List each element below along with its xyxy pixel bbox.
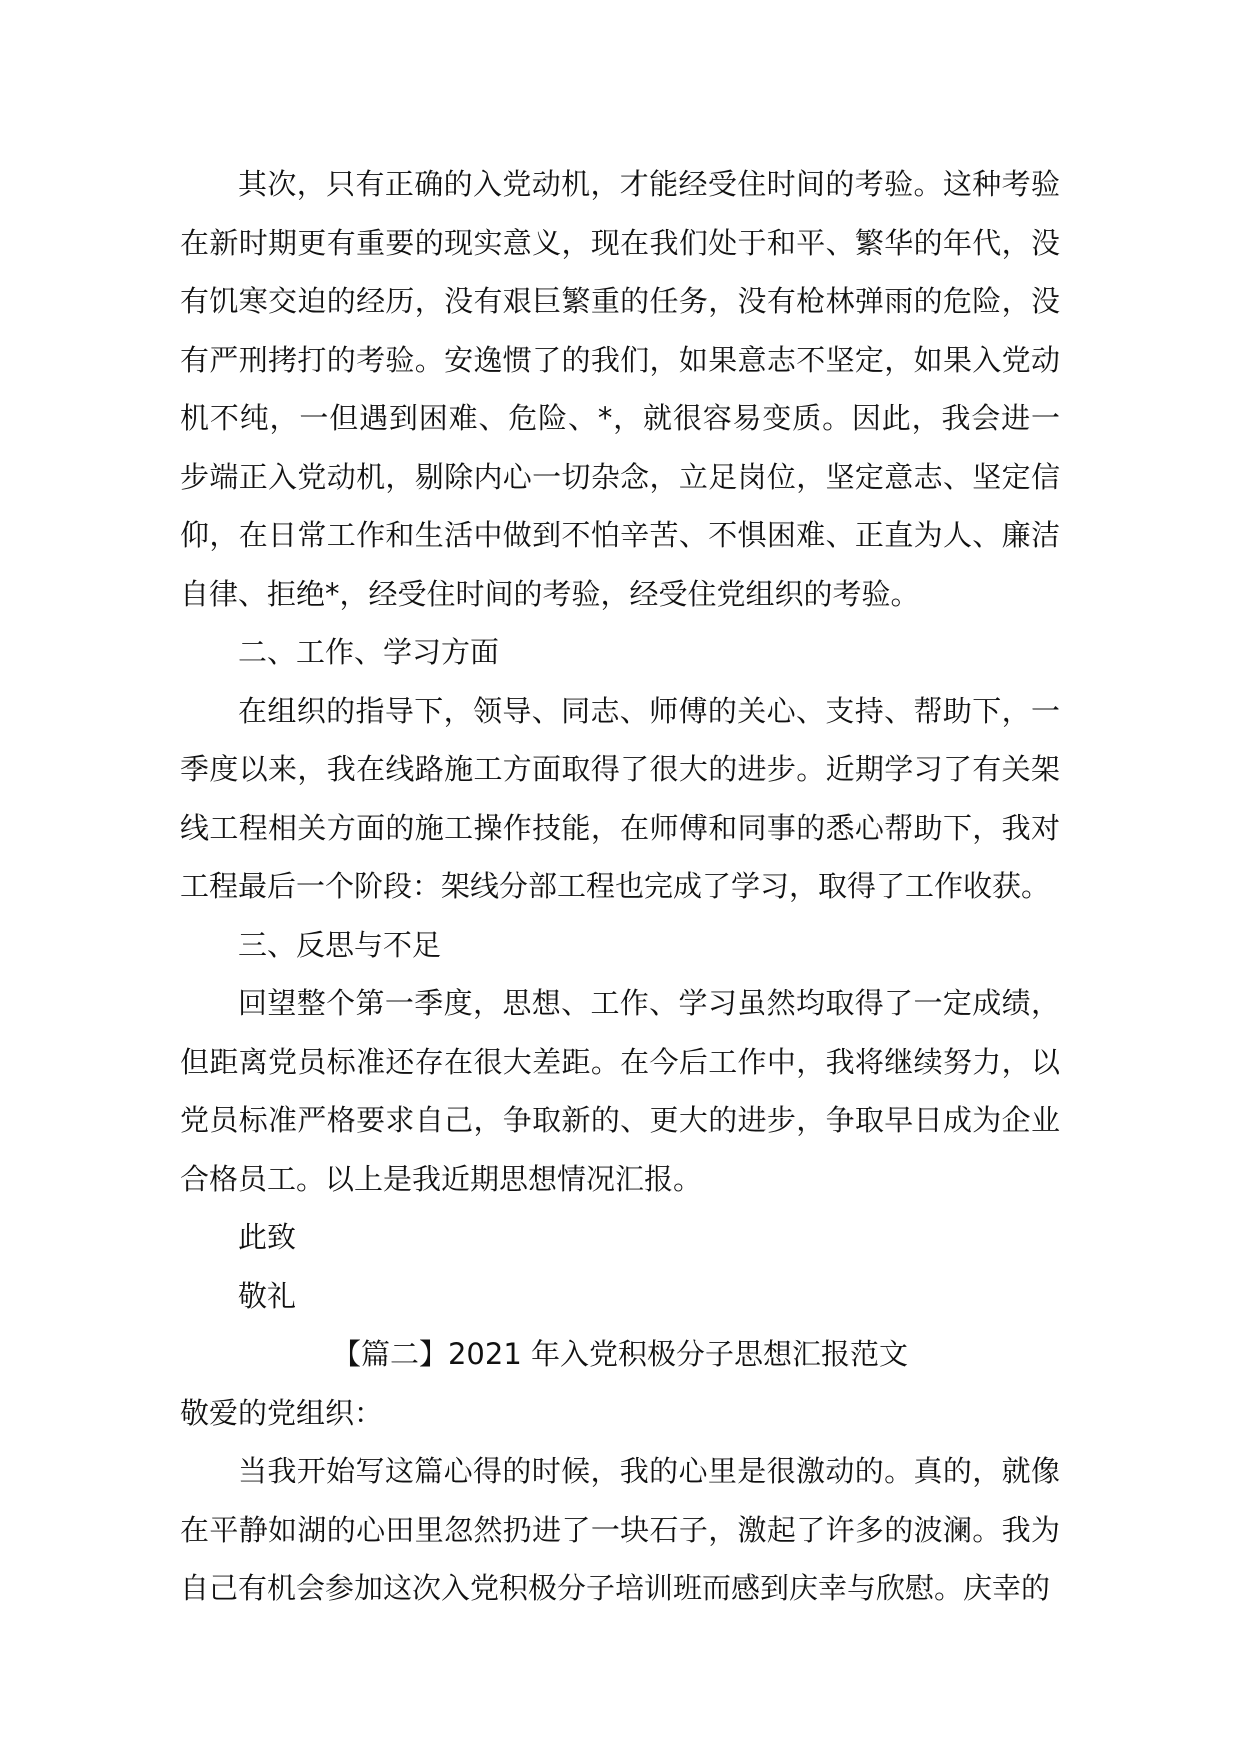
paragraph-work-study: 在组织的指导下，领导、同志、师傅的关心、支持、帮助下，一季度以来，我在线路施工方面取得了很大的进步。近期学习了有关架线工程相关方面的施工操作技能，在师傅和同事的悉心帮助下，我对工程最后一个阶段：架线分部工程也完成了学习，取得了工作收获。 xyxy=(180,693,1060,903)
section-heading-reflection: 三、反思与不足 xyxy=(238,927,442,962)
document-body xyxy=(180,155,1060,1618)
paragraph-opening: 当我开始写这篇心得的时候，我的心里是很激动的。真的，就像在平静如湖的心田里忽然扔进了一块石子，激起了许多的波澜。我为自己有机会参加这次入党积极分子培训班而感到庆幸与欣慰。庆幸的 xyxy=(180,1454,1060,1605)
closing-line-2: 敬礼 xyxy=(238,1278,297,1313)
paragraph-entry-motive: 其次，只有正确的入党动机，才能经受住时间的考验。这种考验在新时期更有重要的现实意义，现在我们处于和平、繁华的年代，没有饥寒交迫的经历，没有艰巨繁重的任务，没有枪林弹雨的危险，没有严刑拷打的考验。安逸惯了的我们，如果意志不坚定，如果入党动机不纯，一但遇到困难、危险、*，就很容易变质。因此，我会进一步端正入党动机，剔除内心一切杂念，立足岗位，坚定意志、坚定信仰，在日常工作和生活中做到不怕辛苦、不惧困难、正直为人、廉洁自律、拒绝*，经受住时间的考验，经受住党组织的考验。 xyxy=(180,167,1060,611)
paragraph-reflection: 回望整个第一季度，思想、工作、学习虽然均取得了一定成绩，但距离党员标准还存在很大差距。在今后工作中，我将继续努力，以党员标准严格要求自己，争取新的、更大的进步，争取早日成为企业合格员工。以上是我近期思想情况汇报。 xyxy=(180,986,1060,1196)
salutation: 敬爱的党组织： xyxy=(180,1395,384,1430)
article-title-part-two: 【篇二】2021 年入党积极分子思想汇报范文 xyxy=(331,1337,909,1371)
closing-line-1: 此致 xyxy=(238,1220,297,1254)
section-heading-work-study: 二、工作、学习方面 xyxy=(238,635,500,669)
